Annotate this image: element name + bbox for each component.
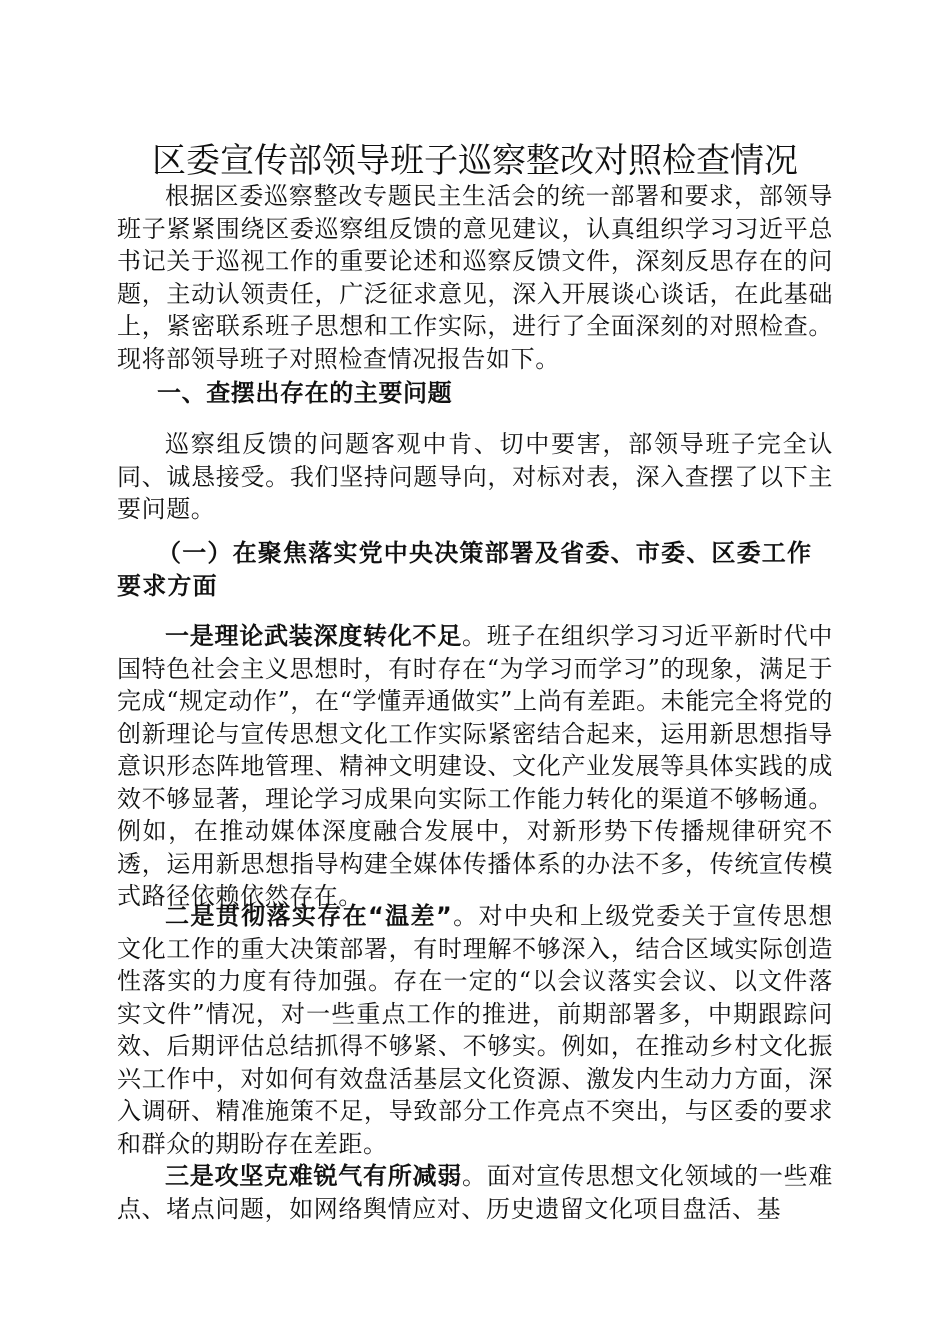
document-title: 区委宣传部领导班子巡察整改对照检查情况 — [152, 140, 798, 181]
point-paragraph-2 — [117, 900, 833, 1160]
point-text: 。面对宣传思想文化领域的一些难点、堵点问题，如网络舆情应对、历史遗留文化项目盘活、基 — [117, 1162, 833, 1223]
point-paragraph-3 — [117, 1160, 833, 1225]
subsection-heading: （一）在聚焦落实党中央决策部署及省委、市委、区委工作要求方面 — [117, 539, 813, 600]
section-body-paragraph: 巡察组反馈的问题客观中肯、切中要害，部领导班子完全认同、诚恳接受。我们坚持问题导向，对标对表，深入查摆了以下主要问题。 — [117, 430, 833, 523]
point-text: 。班子在组织学习习近平新时代中国特色社会主义思想时，有时存在“为学习而学习”的现象，满足于完成“规定动作”，在“学懂弄通做实”上尚有差距。未能完全将党的创新理论与宣传思想文化工作实际紧密结合起来，运用新思想指导意识形态阵地管理、精神文明建设、文化产业发展等具体实践的成效不够显著，理论学习成果向实际工作能力转化的渠道不够畅通。例如，在推动媒体深度融合发展中，对新形势下传播规律研究不透，运用新思想指导构建全媒体传播体系的办法不多，传统宣传模式路径依赖依然存在。 — [117, 622, 833, 910]
point-lead: 一是理论武装深度转化不足 — [165, 622, 462, 650]
point-paragraph-1 — [117, 620, 833, 913]
section-heading: 一、查摆出存在的主要问题 — [157, 379, 453, 407]
point-lead: 二是贯彻落实存在“温差” — [165, 902, 453, 930]
point-text: 。对中央和上级党委关于宣传思想文化工作的重大决策部署，有时理解不够深入，结合区域实际创造性落实的力度有待加强。存在一定的“以会议落实会议、以文件落实文件”情况，对一些重点工作的推进，前期部署多，中期跟踪问效、后期评估总结抓得不够紧、不够实。例如，在推动乡村文化振兴工作中，对如何有效盘活基层文化资源、激发内生动力方面，深入调研、精准施策不足，导致部分工作亮点不突出，与区委的要求和群众的期盼存在差距。 — [117, 902, 834, 1158]
point-lead: 三是攻坚克难锐气有所减弱 — [165, 1162, 462, 1190]
intro-paragraph: 根据区委巡察整改专题民主生活会的统一部署和要求，部领导班子紧紧围绕区委巡察组反馈的意见建议，认真组织学习习近平总书记关于巡视工作的重要论述和巡察反馈文件，深刻反思存在的问题，主动认领责任，广泛征求意见，深入开展谈心谈话，在此基础上，紧密联系班子思想和工作实际，进行了全面深刻的对照检查。现将部领导班子对照检查情况报告如下。 — [117, 182, 833, 373]
